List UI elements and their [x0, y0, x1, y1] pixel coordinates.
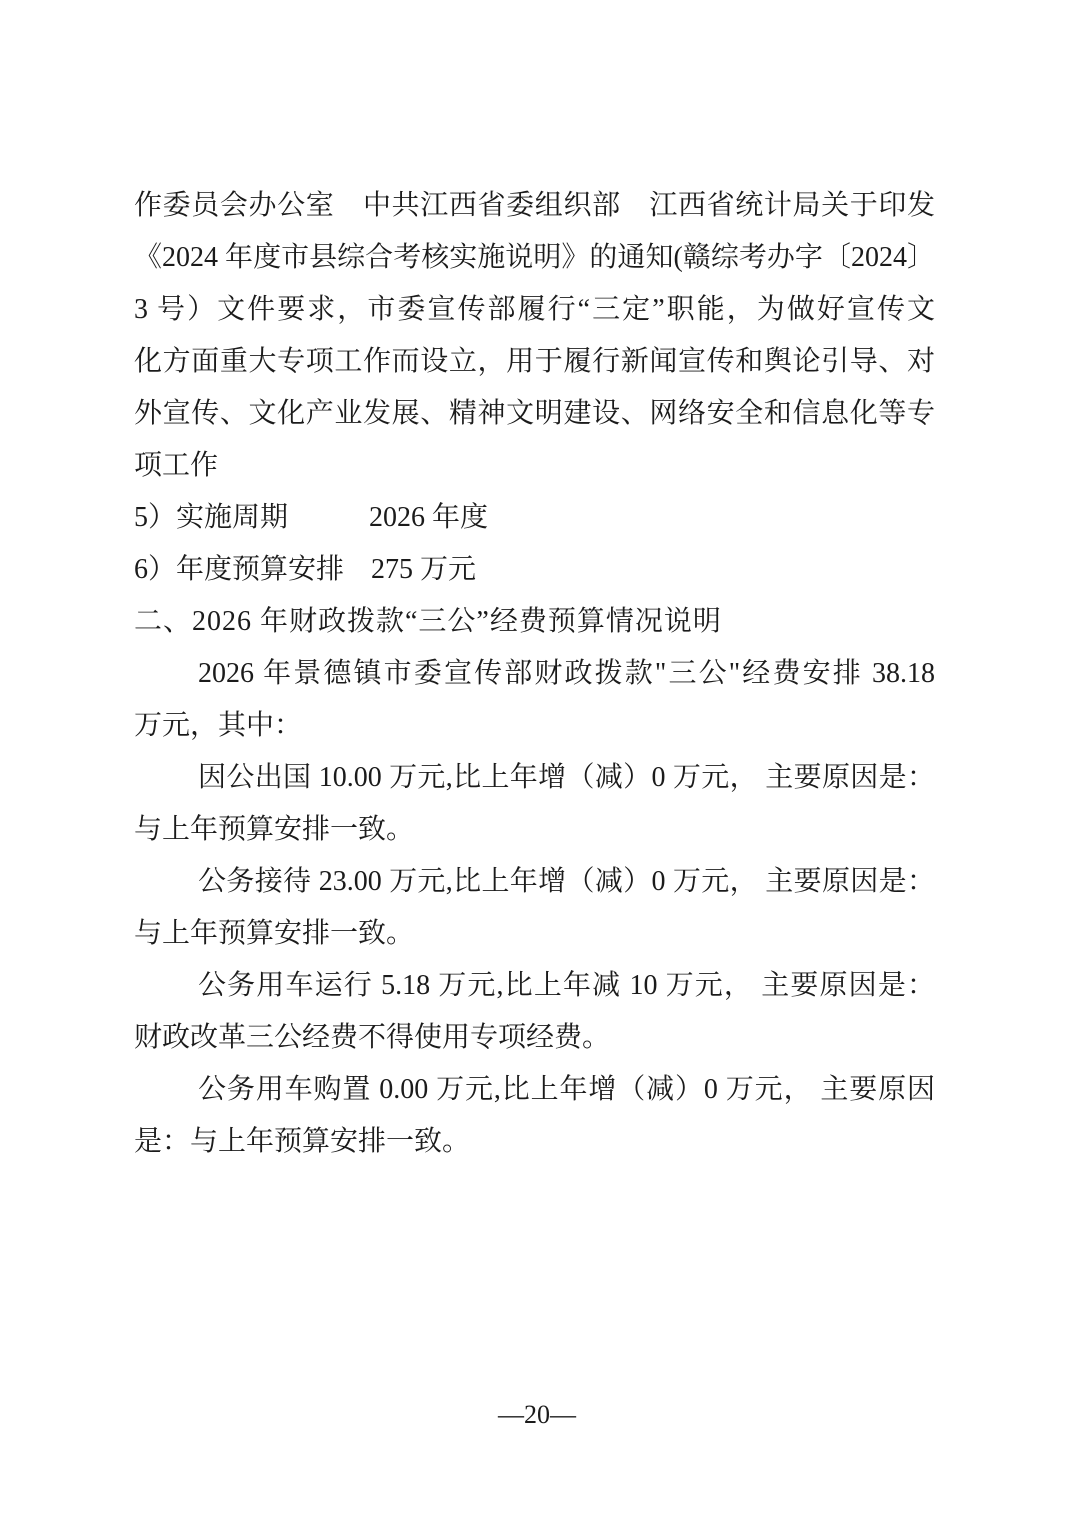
para6-line: 公务用车购置 0.00 万元,比上年增（减）0 万元， 主要原因 — [198, 1074, 935, 1105]
para3-line: 与上年预算安排一致。 — [134, 814, 415, 845]
item-value: 275 万元 — [371, 554, 477, 585]
section-2-heading: 二、2026 年财政拨款“三公”经费预算情况说明 — [134, 606, 722, 637]
para5-line: 财政改革三公经费不得使用专项经费。 — [134, 1022, 611, 1053]
para5-line: 公务用车运行 5.18 万元,比上年减 10 万元， 主要原因是： — [198, 970, 935, 1001]
page-number: —20— — [498, 1400, 576, 1429]
para4-line: 与上年预算安排一致。 — [134, 918, 415, 949]
para1-line: 3 号）文件要求，市委宣传部履行“三定”职能，为做好宣传文 — [134, 294, 935, 325]
list-item-implementation-period — [134, 492, 935, 544]
para3-line: 因公出国 10.00 万元,比上年增（减）0 万元， 主要原因是： — [198, 762, 935, 793]
para1-line: 作委员会办公室 中共江西省委组织部 江西省统计局关于印发 — [134, 190, 935, 221]
para1-line: 《2024 年度市县综合考核实施说明》的通知(赣综考办字〔2024〕 — [134, 242, 935, 273]
para2-line: 万元，其中： — [134, 710, 303, 741]
para6-line: 是：与上年预算安排一致。 — [134, 1126, 471, 1157]
para4-line: 公务接待 23.00 万元,比上年增（减）0 万元， 主要原因是： — [198, 866, 935, 897]
document-body — [134, 180, 935, 1168]
item-value: 2026 年度 — [369, 502, 489, 533]
para2-line: 2026 年景德镇市委宣传部财政拨款"三公"经费安排 38.18 — [198, 658, 935, 689]
para1-line: 外宣传、文化产业发展、精神文明建设、网络安全和信息化等专 — [134, 398, 935, 429]
para1-line: 项工作 — [134, 450, 219, 481]
item-label: 5）实施周期 — [134, 502, 289, 533]
para1-line: 化方面重大专项工作而设立，用于履行新闻宣传和舆论引导、对 — [134, 346, 935, 377]
item-label: 6）年度预算安排 — [134, 554, 345, 585]
list-item-annual-budget — [134, 544, 935, 596]
